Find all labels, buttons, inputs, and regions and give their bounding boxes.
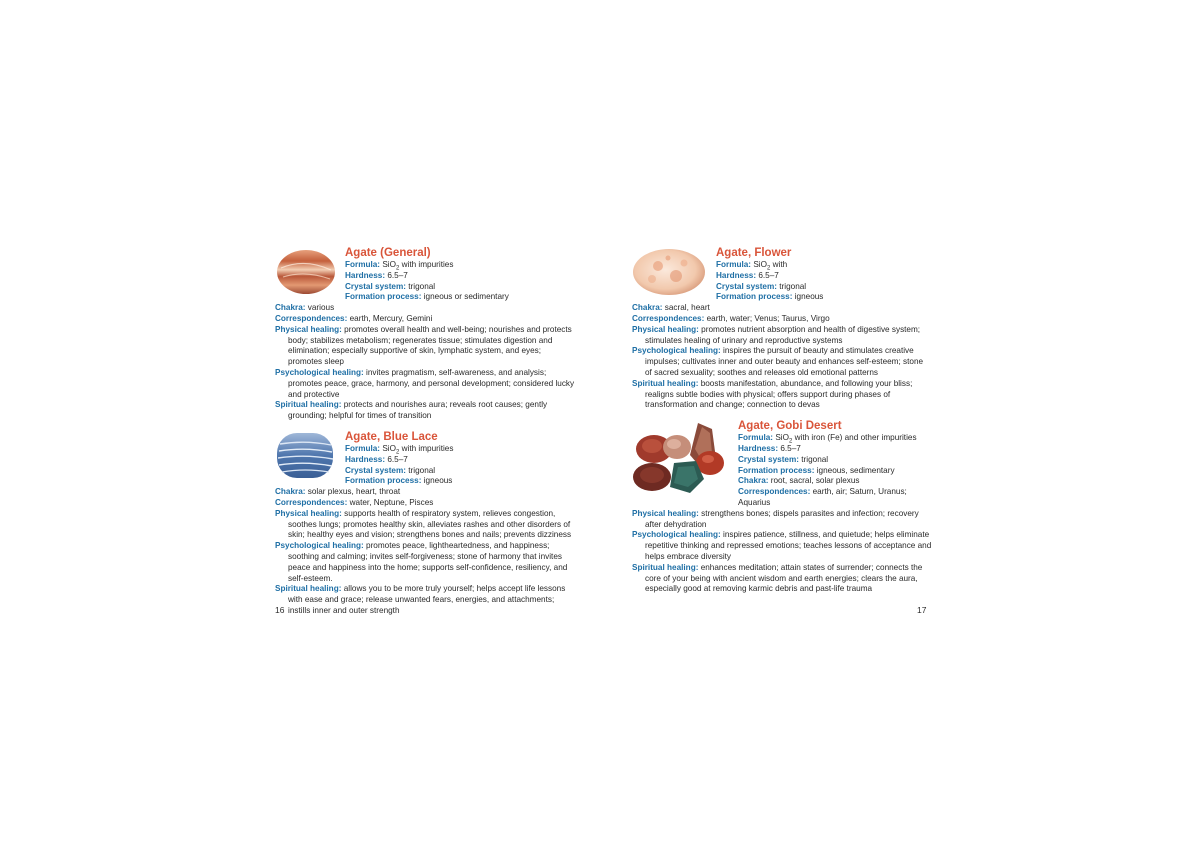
formula-value: SiO$_2$ with iron (Fe) and other impurities — [775, 433, 917, 445]
spiritual-healing-value: enhances meditation; attain states of surrender; connects the core of your being with ancient wisdom and earth energies; clears the aura, especially good at removing karmic debris and past-life trauma — [645, 562, 923, 594]
physical-healing-value: strengthens bones; dispels parasites and infection; recovery after dehydration — [645, 508, 919, 529]
chakra-label: Chakra: — [632, 303, 663, 313]
formula-label: Formula: — [716, 260, 752, 269]
formula-label: Formula: — [345, 260, 381, 269]
correspondences-value: water, Neptune, Pisces — [349, 497, 434, 507]
chakra-label: Chakra: — [275, 303, 306, 313]
crystal-system-label: Crystal system: — [345, 465, 406, 475]
entry-agate-blue-lace — [275, 430, 575, 617]
spiritual-healing-value: protects and nourishes aura; reveals root causes; gently grounding; helpful for times of transition — [288, 400, 548, 421]
psychological-healing-value: invites pragmatism, self-awareness, and analysis; promotes peace, grace, harmony, and personal development; considered lucky and protective — [288, 367, 575, 399]
gobi-desert-agate-stones-icon — [632, 419, 730, 497]
chakra-label: Chakra: — [275, 487, 306, 497]
hardness-value: 6.5–7 — [387, 454, 408, 464]
physical-healing-label: Physical healing: — [275, 324, 342, 334]
spiritual-healing-value: boosts manifestation, abundance, and following your bliss; realigns subtle bodies with physical; offers support during phases of transformation and change; connection to devas — [645, 378, 913, 410]
formation-process-value: igneous — [794, 292, 824, 302]
hardness-value: 6.5–7 — [387, 270, 408, 280]
formation-process-value: igneous, sedimentary — [816, 465, 895, 475]
spiritual-healing-label: Spiritual healing: — [632, 378, 699, 388]
crystal-system-label: Crystal system: — [345, 281, 406, 291]
psychological-healing-label: Psychological healing: — [275, 367, 364, 377]
page-number-left: 16 — [275, 605, 285, 615]
chakra-label: Chakra: — [738, 476, 769, 486]
blue-lace-agate-stone-icon — [275, 430, 337, 480]
formation-process-value: igneous — [423, 476, 453, 486]
formation-process-label: Formation process: — [345, 292, 422, 302]
spiritual-healing-label: Spiritual healing: — [275, 584, 342, 594]
spiritual-healing-label: Spiritual healing: — [275, 400, 342, 410]
correspondences-value: earth, Mercury, Gemini — [349, 313, 433, 323]
hardness-label: Hardness: — [345, 270, 386, 280]
psychological-healing-value: inspires patience, stillness, and quietude; helps eliminate repetitive thinking and repressed emotions; teaches lessons of acceptance and helps embrace diversity — [645, 530, 932, 561]
physical-healing-label: Physical healing: — [275, 508, 342, 518]
hardness-value: 6.5–7 — [780, 443, 801, 453]
psychological-healing-label: Psychological healing: — [632, 346, 721, 356]
hardness-label: Hardness: — [345, 454, 386, 464]
formation-process-label: Formation process: — [716, 292, 793, 302]
crystal-system-value: trigonal — [408, 465, 436, 475]
chakra-value: solar plexus, heart, throat — [307, 487, 401, 497]
physical-healing-value: promotes nutrient absorption and health of digestive system; stimulates healing of urinary and reproductive systems — [645, 324, 921, 345]
agate-general-stone-icon — [275, 246, 337, 296]
formula-value: SiO$_2$ with impurities — [382, 443, 454, 456]
entry-title: Agate, Gobi Desert — [738, 420, 842, 433]
physical-healing-value: promotes overall health and well-being; nourishes and protects body; stabilizes metabolism; regenerates tissue; stimulates digestion and elimination; especially supportive of skin, lymphatic system, and eyes; promotes sleep — [288, 324, 572, 367]
formula-value: SiO$_2$ with impurities — [382, 260, 454, 272]
crystal-system-label: Crystal system: — [738, 454, 799, 464]
psychological-healing-label: Psychological healing: — [275, 541, 364, 551]
entry-agate-general — [275, 246, 575, 422]
correspondences-value: earth, water; Venus; Taurus, Virgo — [706, 313, 830, 323]
psychological-healing-value: inspires the pursuit of beauty and stimulates creative impulses; cultivates inner and outer beauty and enhances self-esteem; stone of sacred sexuality; soothes and releases old emotional patterns — [645, 346, 924, 377]
physical-healing-label: Physical healing: — [632, 508, 699, 518]
entry-agate-flower — [632, 246, 932, 411]
hardness-label: Hardness: — [716, 270, 757, 280]
formula-label: Formula: — [345, 443, 381, 453]
spiritual-healing-label: Spiritual healing: — [632, 562, 699, 572]
chakra-value: sacral, heart — [664, 303, 710, 313]
formula-label: Formula: — [738, 433, 774, 443]
entry-title: Agate (General) — [345, 247, 431, 259]
formation-process-label: Formation process: — [738, 465, 815, 475]
right-page — [632, 246, 932, 595]
flower-agate-stone-icon — [632, 246, 708, 296]
chakra-value: root, sacral, solar plexus — [770, 476, 860, 486]
crystal-system-label: Crystal system: — [716, 281, 777, 291]
hardness-label: Hardness: — [738, 443, 779, 453]
physical-healing-label: Physical healing: — [632, 324, 699, 334]
physical-healing-value: supports health of respiratory system, relieves congestion, soothes lungs; promotes healthy skin, alleviates rashes and other disorders of skin; healthy eyes and vision; strengthens bones and nails; prevents dizziness — [288, 508, 572, 540]
crystal-system-value: trigonal — [779, 281, 807, 291]
correspondences-value: earth, air; Saturn, Uranus; Aquarius — [738, 487, 907, 507]
correspondences-label: Correspondences: — [738, 487, 811, 497]
psychological-healing-label: Psychological healing: — [632, 530, 721, 540]
entry-title: Agate, Flower — [716, 247, 792, 259]
hardness-value: 6.5–7 — [758, 270, 779, 280]
psychological-healing-value: promotes peace, lightheartedness, and happiness; soothing and calming; invites self-forgiveness; stone of harmony that invites peace and happiness into the home; supports self-confidence, resiliency, and self-esteem. — [288, 541, 568, 583]
correspondences-label: Correspondences: — [632, 313, 705, 323]
correspondences-label: Correspondences: — [275, 313, 348, 323]
page-number-right: 17 — [917, 605, 927, 615]
crystal-system-value: trigonal — [801, 454, 829, 464]
crystal-system-value: trigonal — [408, 281, 436, 291]
entry-title: Agate, Blue Lace — [345, 430, 438, 443]
formation-process-value: igneous or sedimentary — [423, 292, 509, 302]
left-page — [275, 246, 575, 617]
spiritual-healing-value: allows you to be more truly yourself; helps accept life lessons with ease and grace; release unwanted fears, energies, and attachments; instills inner and outer strength — [288, 584, 566, 615]
chakra-value: various — [307, 303, 335, 313]
entry-agate-gobi-desert — [632, 419, 932, 595]
formula-value: SiO$_2$ with — [753, 260, 788, 272]
formation-process-label: Formation process: — [345, 476, 422, 486]
correspondences-label: Correspondences: — [275, 497, 348, 507]
